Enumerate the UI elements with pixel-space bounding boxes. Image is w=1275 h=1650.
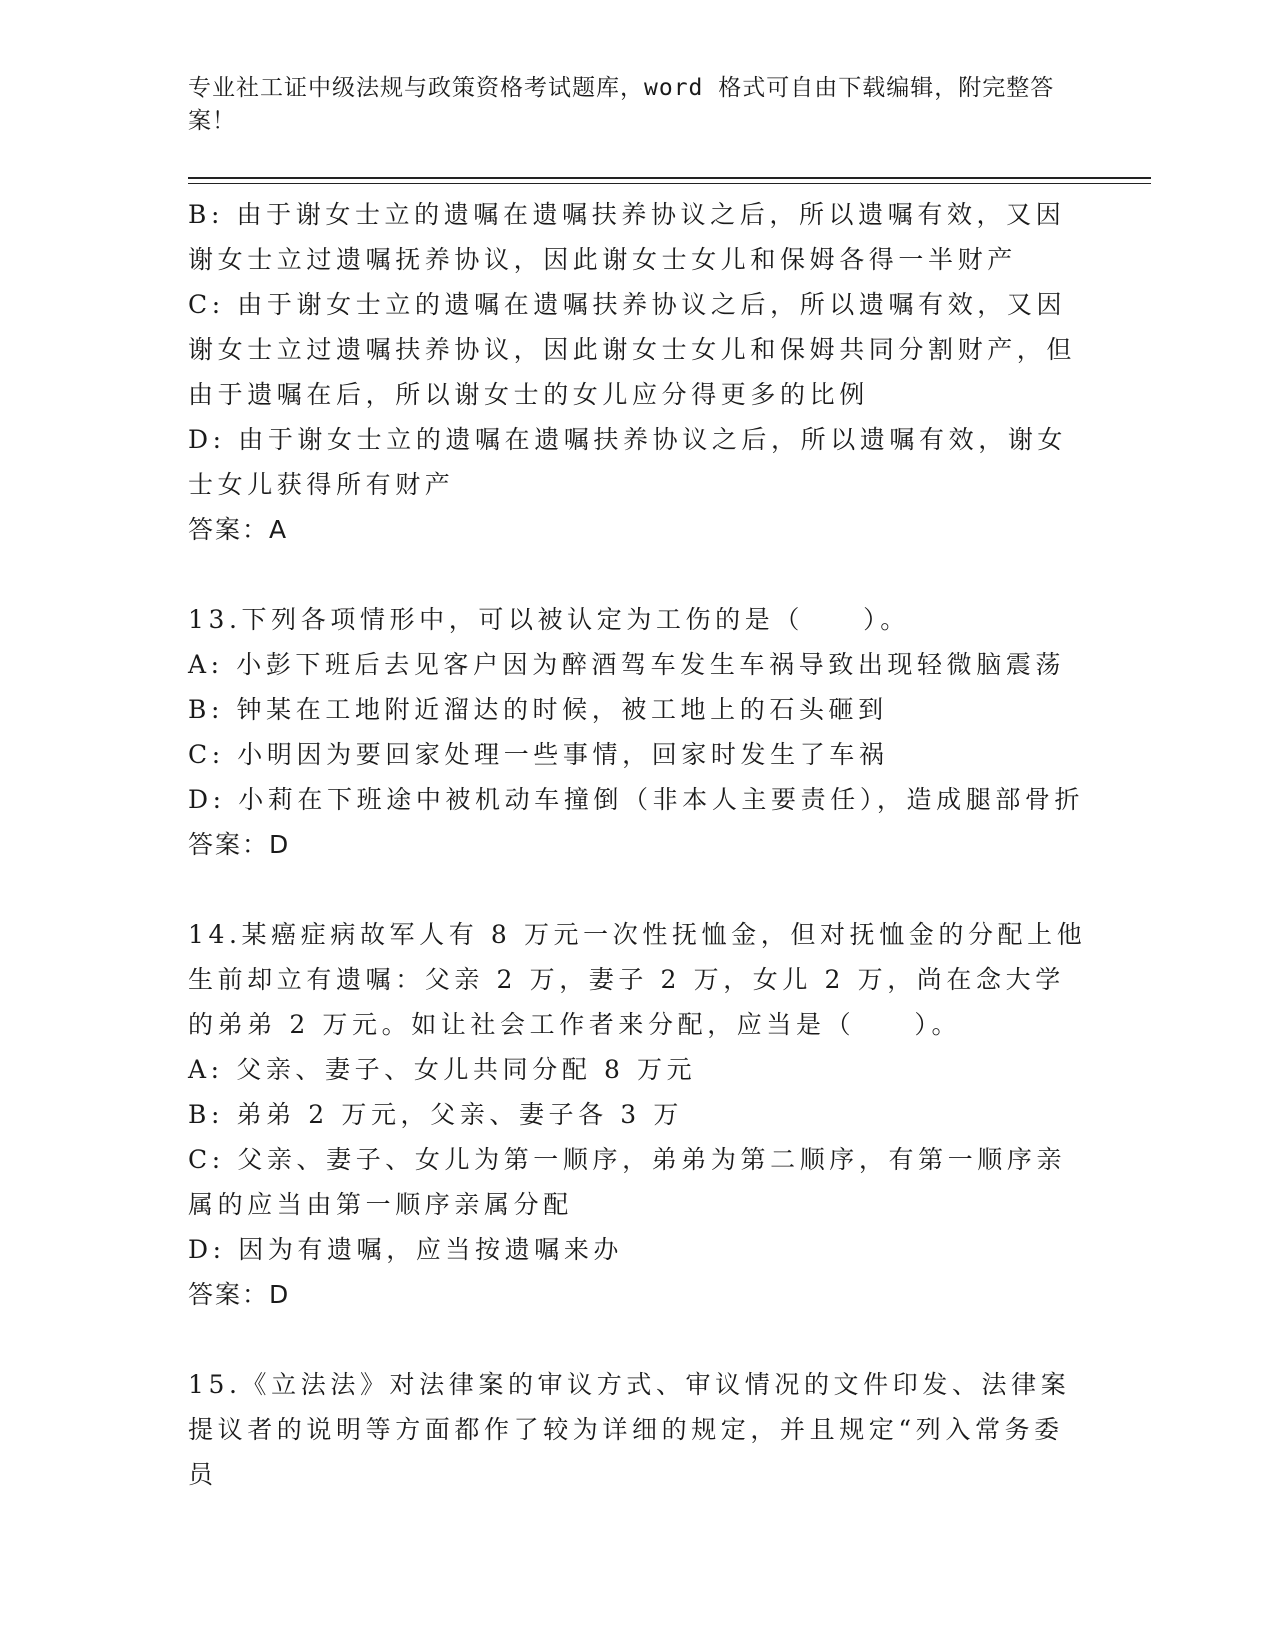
spacer bbox=[188, 1317, 1088, 1362]
q13-answer: 答案：D bbox=[188, 830, 291, 859]
header-divider bbox=[188, 177, 1151, 179]
q13-option-a: A: 小彭下班后去见客户因为醉酒驾车发生车祸导致出现轻微脑震荡 bbox=[188, 650, 1066, 679]
page-header: 专业社工证中级法规与政策资格考试题库，word 格式可自由下载编辑，附完整答案！ bbox=[188, 75, 1055, 134]
q13-stem: 13.下列各项情形中，可以被认定为工伤的是（ ）。 bbox=[188, 605, 910, 634]
q12-option-b: B: 由于谢女士立的遗嘱在遗嘱扶养协议之后，所以遗嘱有效，又因谢女士立过遗嘱抚养协议，因此谢女士女儿和保姆各得一半财产 bbox=[188, 200, 1066, 274]
question-content bbox=[188, 192, 1088, 1497]
q14-answer: 答案：D bbox=[188, 1280, 291, 1309]
q14-option-d: D: 因为有遗嘱，应当按遗嘱来办 bbox=[188, 1235, 624, 1264]
q14-option-a: A: 父亲、妻子、女儿共同分配 8 万元 bbox=[188, 1055, 697, 1084]
q12-answer: 答案：A bbox=[188, 515, 289, 544]
q13-option-c: C: 小明因为要回家处理一些事情，回家时发生了车祸 bbox=[188, 740, 889, 769]
q12-option-d: D: 由于谢女士立的遗嘱在遗嘱扶养协议之后，所以遗嘱有效，谢女士女儿获得所有财产 bbox=[188, 425, 1068, 499]
header-divider-thin bbox=[188, 183, 1151, 184]
q13-option-b: B: 钟某在工地附近溜达的时候，被工地上的石头砸到 bbox=[188, 695, 888, 724]
spacer bbox=[188, 867, 1088, 912]
q14-option-b: B: 弟弟 2 万元，父亲、妻子各 3 万 bbox=[188, 1100, 683, 1129]
q14-stem: 14.某癌症病故军人有 8 万元一次性抚恤金，但对抚恤金的分配上他生前却立有遗嘱：父亲 2 万，妻子 2 万，女儿 2 万，尚在念大学的弟弟 2 万元。如让社会工作者来分配，应当是（ ）。 bbox=[188, 920, 1087, 1039]
q12-option-c: C: 由于谢女士立的遗嘱在遗嘱扶养协议之后，所以遗嘱有效，又因谢女士立过遗嘱扶养协议，因此谢女士女儿和保姆共同分割财产，但由于遗嘱在后，所以谢女士的女儿应分得更多的比例 bbox=[188, 290, 1077, 409]
q15-stem: 15.《立法法》对法律案的审议方式、审议情况的文件印发、法律案提议者的说明等方面都作了较为详细的规定，并且规定“列入常务委员 bbox=[188, 1370, 1071, 1489]
q14-option-c: C: 父亲、妻子、女儿为第一顺序，弟弟为第二顺序，有第一顺序亲属的应当由第一顺序亲属分配 bbox=[188, 1145, 1067, 1219]
spacer bbox=[188, 552, 1088, 597]
q13-option-d: D: 小莉在下班途中被机动车撞倒（非本人主要责任），造成腿部骨折 bbox=[188, 785, 1085, 814]
